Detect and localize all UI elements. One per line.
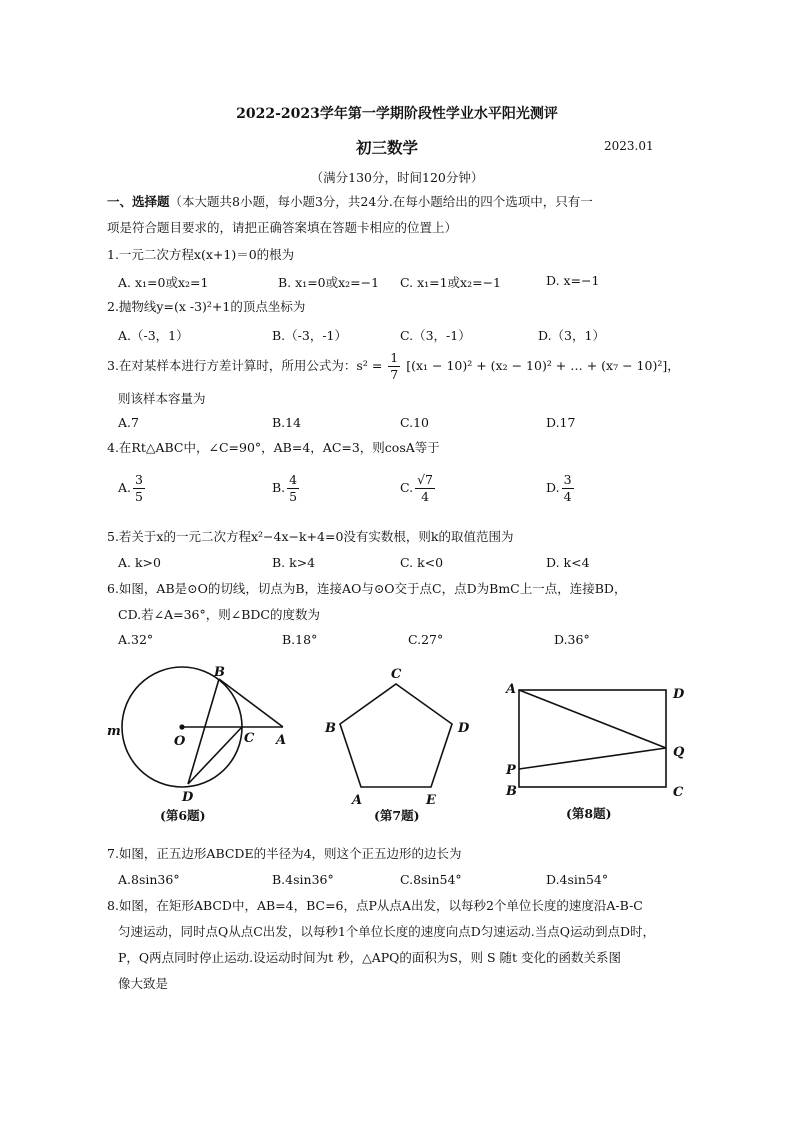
fig6-label-c: C bbox=[244, 731, 255, 746]
fig6-center-dot bbox=[179, 724, 184, 729]
q4-option-c bbox=[400, 472, 437, 505]
q7-option-b: B.4sin36° bbox=[272, 872, 334, 887]
q8-line2: 匀速运动，同时点Q从点C出发，以每秒1个单位长度的速度向点D匀速运动.当点Q运动到点D时， bbox=[118, 924, 656, 939]
q4-option-a bbox=[118, 472, 147, 505]
exam-title: 2022-2023学年第一学期阶段性学业水平阳光测评 bbox=[236, 106, 558, 122]
section-desc-1: （本大题共8小题，每小题3分，共24分.在每小题给出的四个选项中，只有一 bbox=[169, 194, 593, 209]
q1-option-a: A. x₁=0或x₂=1 bbox=[118, 275, 209, 290]
q5-option-d: D. k<4 bbox=[546, 555, 590, 570]
q4-d-num: 3 bbox=[563, 472, 572, 487]
fig7-label-e: E bbox=[426, 793, 436, 808]
q6-option-a: A.32° bbox=[118, 632, 154, 647]
q4-a-num: 3 bbox=[135, 472, 143, 487]
q2-option-d: D.（3，1） bbox=[538, 328, 605, 343]
q7-option-c: C.8sin54° bbox=[400, 872, 462, 887]
q2-option-b: B.（-3，-1） bbox=[272, 328, 348, 343]
q6-line2: CD.若∠A=36°，则∠BDC的度数为 bbox=[118, 607, 320, 622]
q8-line3: P，Q两点同时停止运动.设运动时间为t 秒，△APQ的面积为S，则 S 随t 变化的函数关系图 bbox=[118, 950, 621, 965]
q3-frac-denominator: 7 bbox=[390, 367, 399, 382]
q3-stem-text: 3.在对某样本进行方差计算时，所用公式为：s² = bbox=[107, 358, 383, 373]
fig6-label-d: D bbox=[182, 790, 194, 805]
q4-c-num: √7 bbox=[417, 472, 434, 487]
q1-option-b: B. x₁=0或x₂=−1 bbox=[278, 275, 380, 290]
fig8-label-b: B bbox=[506, 784, 517, 799]
q5-option-c: C. k<0 bbox=[400, 555, 444, 570]
fig7-label-c: C bbox=[391, 667, 402, 682]
q3-option-b: B.14 bbox=[272, 415, 302, 430]
q1-stem: 1.一元二次方程x(x+1)＝0的根为 bbox=[107, 247, 295, 262]
q2-stem: 2.抛物线y=(x -3)²+1的顶点坐标为 bbox=[107, 299, 306, 314]
fig8-label-c: C bbox=[673, 785, 684, 800]
q2-option-a: A.（-3，1） bbox=[118, 328, 189, 343]
q7-option-a: A.8sin36° bbox=[118, 872, 180, 887]
fig8-label-q: Q bbox=[673, 745, 685, 760]
q3-line2: 则该样本容量为 bbox=[118, 391, 206, 406]
fig6-label-m: m bbox=[107, 724, 121, 739]
subject-title: 初三数学 bbox=[356, 138, 419, 157]
fig8-label-d: D bbox=[673, 687, 685, 702]
q4-option-d-label: D. bbox=[546, 480, 560, 495]
q4-stem: 4.在Rt△ABC中，∠C=90°，AB=4，AC=3，则cosA等于 bbox=[107, 440, 440, 455]
fig8-line-aq bbox=[519, 690, 666, 748]
figures-area bbox=[100, 660, 710, 830]
q6-option-d: D.36° bbox=[554, 632, 590, 647]
q5-stem: 5.若关于x的一元二次方程x²−4x−k+4=0没有实数根，则k的取值范围为 bbox=[107, 529, 514, 544]
q7-option-d: D.4sin54° bbox=[546, 872, 609, 887]
fig8-label-p: P bbox=[506, 763, 516, 778]
q3-fraction bbox=[388, 350, 400, 383]
q4-a-den: 5 bbox=[135, 489, 143, 504]
exam-date: 2023.01 bbox=[604, 139, 654, 153]
q6-line1: 6.如图，AB是⊙O的切线，切点为B，连接AO与⊙O交于点C，点D为BmC上一点，连接BD， bbox=[107, 581, 627, 596]
fig6-caption: (第6题) bbox=[160, 808, 206, 823]
fig7-label-d: D bbox=[458, 721, 470, 736]
q5-option-b: B. k>4 bbox=[272, 555, 316, 570]
section-heading: 一、选择题 bbox=[107, 194, 170, 209]
fig6-tangent-ab bbox=[219, 679, 283, 727]
fig8-line-pq bbox=[519, 748, 666, 769]
fig7-pentagon bbox=[340, 684, 452, 787]
q4-option-d bbox=[546, 472, 576, 505]
fig8-caption: (第8题) bbox=[566, 806, 612, 821]
fig6-label-o: O bbox=[174, 734, 186, 749]
q4-option-b bbox=[272, 472, 301, 505]
q3-option-a: A.7 bbox=[118, 415, 139, 430]
q3-option-d: D.17 bbox=[546, 415, 576, 430]
q4-b-den: 5 bbox=[289, 489, 298, 504]
q3-option-c: C.10 bbox=[400, 415, 429, 430]
q4-c-den: 4 bbox=[421, 489, 430, 504]
q5-option-a: A. k>0 bbox=[118, 555, 161, 570]
q6-option-c: C.27° bbox=[408, 632, 444, 647]
q8-line4: 像大致是 bbox=[118, 976, 169, 991]
q4-b-num: 4 bbox=[289, 472, 298, 487]
fig6-label-a: A bbox=[276, 733, 287, 748]
fig6-label-b: B bbox=[214, 665, 225, 680]
q4-option-c-label: C. bbox=[400, 480, 414, 495]
q2-option-c: C.（3，-1） bbox=[400, 328, 471, 343]
q8-line1: 8.如图，在矩形ABCD中，AB=4，BC=6，点P从点A出发，以每秒2个单位长度的速度沿A-B-C bbox=[107, 898, 643, 913]
q4-d-den: 4 bbox=[563, 489, 572, 504]
fig7-label-a: A bbox=[352, 793, 363, 808]
q6-option-b: B.18° bbox=[282, 632, 318, 647]
section-desc-2: 项是符合题目要求的，请把正确答案填在答题卡相应的位置上） bbox=[107, 220, 458, 235]
section-intro bbox=[107, 193, 593, 211]
q3-frac-numerator: 1 bbox=[390, 350, 399, 365]
exam-info: （满分130分，时间120分钟） bbox=[310, 170, 484, 185]
fig7-label-b: B bbox=[325, 721, 336, 736]
q4-option-b-label: B. bbox=[272, 480, 286, 495]
q1-option-c: C. x₁=1或x₂=−1 bbox=[400, 275, 502, 290]
q3-formula-tail: [(x₁ − 10)² + (x₂ − 10)² + … + (x₇ − 10)²]， bbox=[406, 358, 680, 373]
q7-stem: 7.如图，正五边形ABCDE的半径为4，则这个正五边形的边长为 bbox=[107, 846, 462, 861]
q1-option-d: D. x=−1 bbox=[546, 273, 600, 288]
q4-option-a-label: A. bbox=[118, 480, 132, 495]
fig7-caption: (第7题) bbox=[374, 808, 420, 823]
q3-stem bbox=[107, 350, 680, 383]
fig8-label-a: A bbox=[506, 682, 517, 697]
